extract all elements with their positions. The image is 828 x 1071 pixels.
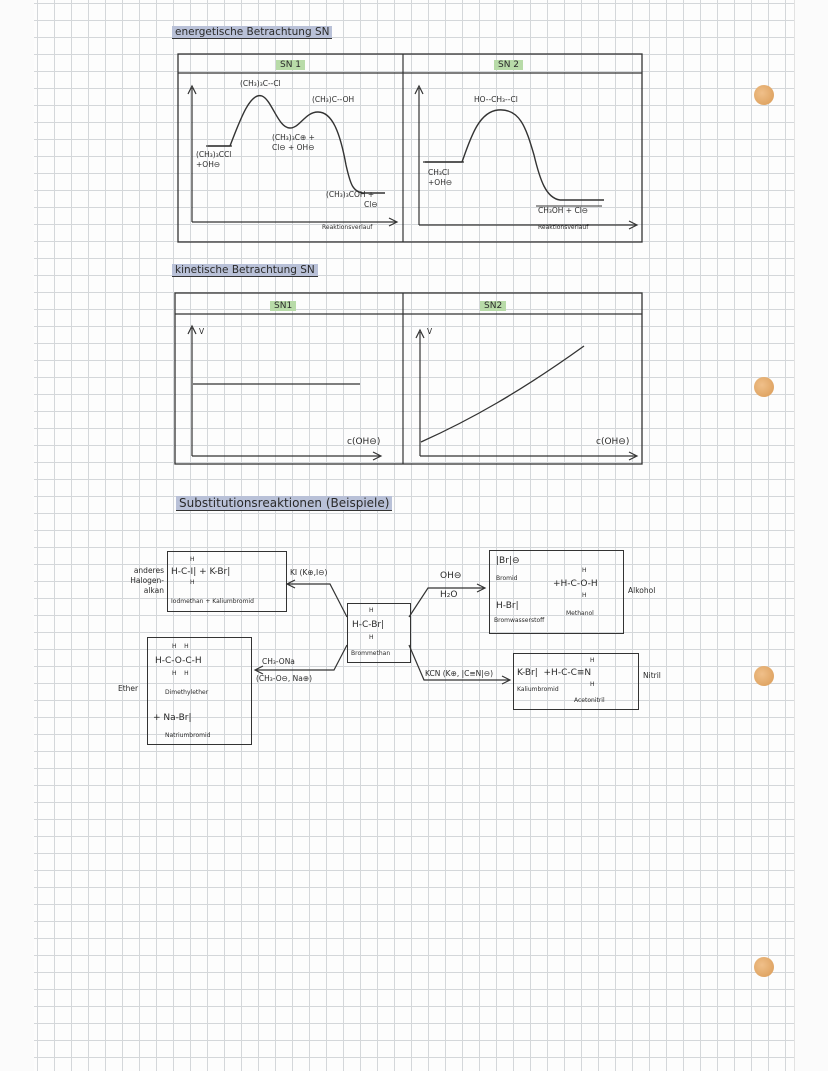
sn1-ylabel: V: [199, 327, 205, 336]
ether-formula: H-C-O-C-H: [155, 656, 202, 666]
bromomethane-top: H: [369, 607, 374, 614]
sn1-xlabel: Reaktionsverlauf: [322, 224, 373, 231]
nitrile-formula: K-Br| +H-C-C≡N: [517, 668, 592, 678]
bromomethane-bot: H: [369, 634, 374, 641]
bromide-name: Bromid: [496, 575, 518, 582]
ether-plus-name: Natriumbromid: [165, 732, 211, 739]
methanol-name: Methanol: [566, 610, 594, 617]
sn2-kinetic-label: SN2: [480, 300, 506, 312]
sn2-ts: HO--CH₃--Cl: [474, 95, 518, 104]
energetic-title: energetische Betrachtung SN: [172, 26, 332, 38]
sn1-kinetic-label: SN1: [270, 300, 296, 312]
bromomethane-name: Brommethan: [351, 650, 391, 657]
ether-side-label: Ether: [118, 684, 139, 693]
sn1-ts2: (CH₃)C--OH: [312, 95, 355, 104]
sn1-kinetic-xlabel: c(OH⊖): [347, 437, 381, 447]
sn1-intermediate: (CH₃)₃C⊕ + Cl⊖ + OH⊖: [272, 133, 315, 152]
alcohol-reagent-1: OH⊖: [440, 571, 462, 581]
iodo-formula: H-C-I| + K-Br|: [171, 567, 231, 577]
ether-formula-top: H H: [172, 643, 189, 650]
ether-formula-bot: H H: [172, 670, 189, 677]
hbr-name: Bromwasserstoff: [494, 617, 545, 624]
sn1-energy-label: SN 1: [276, 59, 305, 71]
nitrile-name-2: Acetonitril: [574, 697, 605, 704]
sn2-reactant: CH₃Cl +OH⊖: [428, 168, 453, 187]
iodo-formula-bot: H: [190, 579, 195, 586]
iodo-name: Iodmethan + Kaliumbromid: [171, 598, 254, 605]
sn1-reactant: (CH₃)₃CCl +OH⊖: [196, 150, 232, 169]
methanol-bot: H: [582, 592, 587, 599]
iodo-side-label: anderes Halogen- alkan: [130, 566, 164, 595]
nitrile-bot: H: [590, 681, 595, 688]
bromide-formula: |Br|⊖: [496, 556, 520, 566]
kinetic-title: kinetische Betrachtung SN: [172, 264, 318, 276]
ether-plus: + Na-Br|: [153, 713, 192, 723]
sn2-energy-label: SN 2: [494, 59, 523, 71]
nitrile-reagent: KCN (K⊕, |C≡N|⊖): [425, 669, 494, 678]
iodo-formula-top: H: [190, 556, 195, 563]
methanol-formula: +H-C-O-H: [553, 579, 598, 589]
sn2-xlabel: Reaktionsverlauf: [538, 224, 589, 231]
sn1-product: (CH₃)₃COH + Cl⊖: [326, 190, 378, 209]
nitrile-name-1: Kaliumbromid: [517, 686, 559, 693]
sn2-ylabel: V: [427, 327, 433, 336]
nitrile-side-label: Nitril: [643, 671, 661, 680]
ether-name: Dimethylether: [165, 689, 209, 696]
iodo-reagent: KI (K⊕,I⊖): [290, 568, 328, 577]
sn2-product: CH₃OH + Cl⊖: [538, 206, 589, 215]
alcohol-reagent-2: H₂O: [440, 590, 458, 600]
nitrile-top: H: [590, 657, 595, 664]
methanol-top: H: [582, 567, 587, 574]
ether-reagent-1: CH₃-ONa: [262, 657, 295, 666]
hbr-formula: H-Br|: [496, 601, 519, 611]
substitution-title: Substitutionsreaktionen (Beispiele): [176, 496, 392, 510]
sn1-ts1: (CH₃)₃C--Cl: [240, 79, 281, 88]
ether-reagent-2: (CH₃-O⊖, Na⊕): [256, 674, 313, 683]
sn2-kinetic-xlabel: c(OH⊖): [596, 437, 630, 447]
alcohol-side-label: Alkohol: [628, 586, 656, 595]
bromomethane-formula: H-C-Br|: [352, 620, 385, 630]
